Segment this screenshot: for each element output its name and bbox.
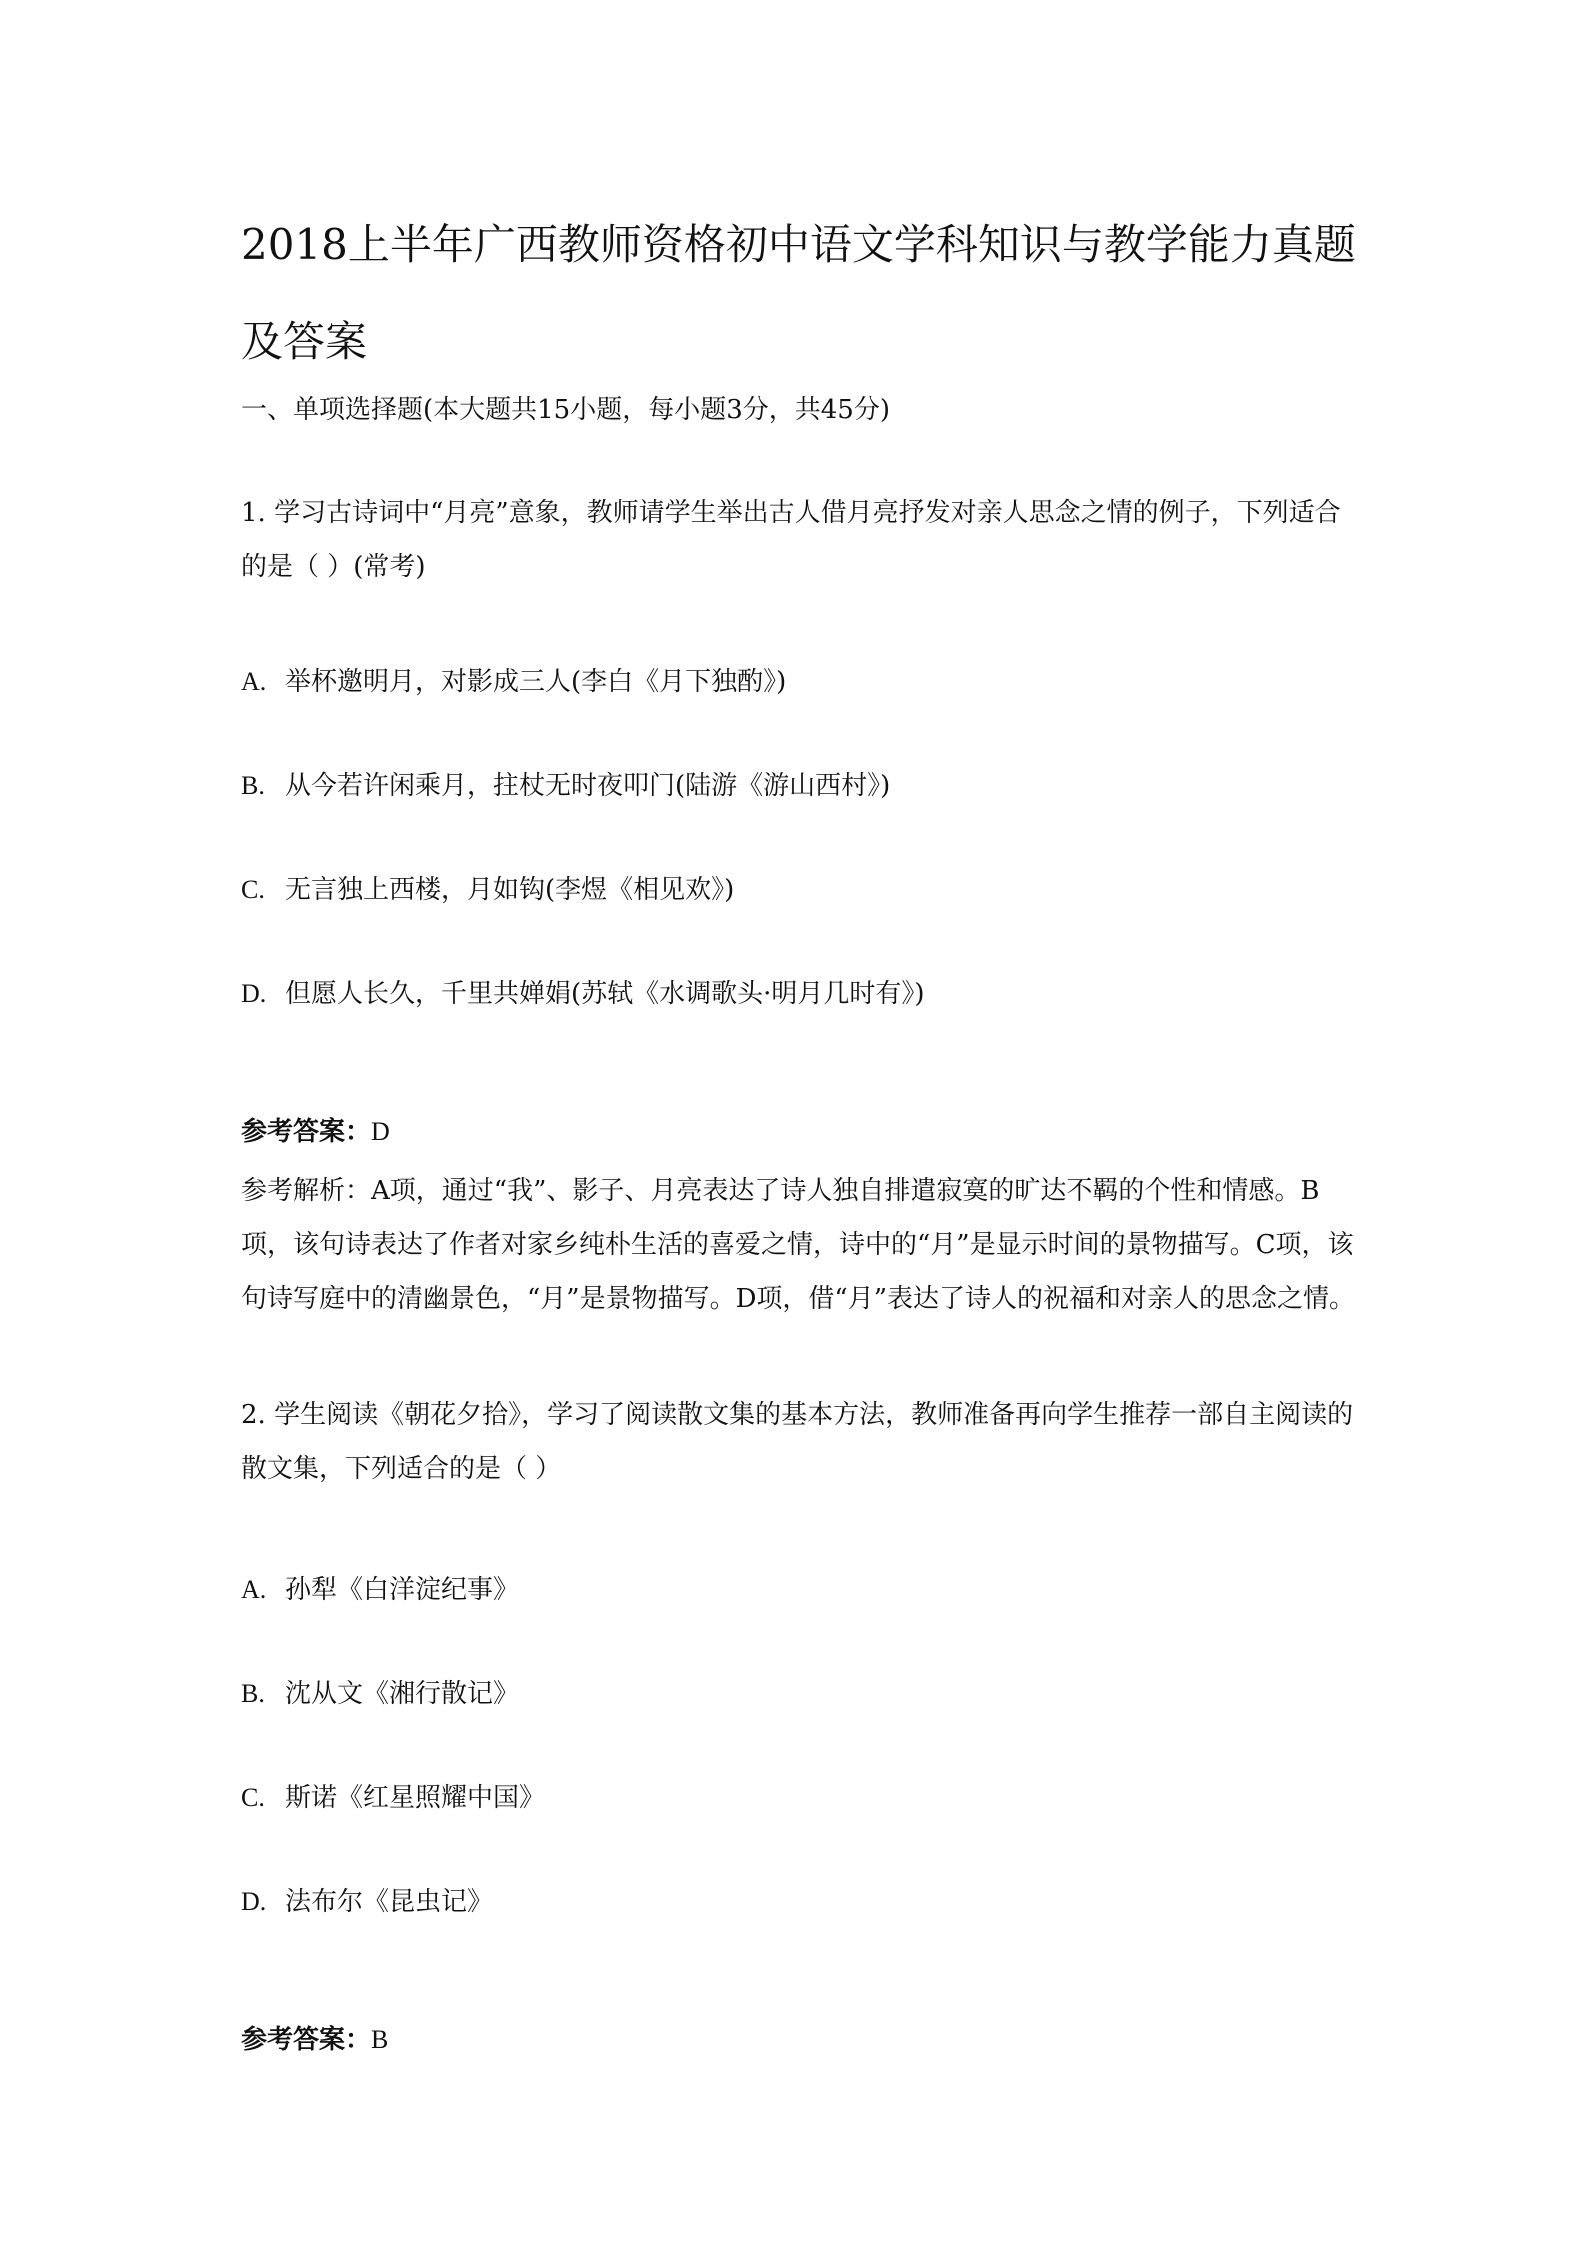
question-1-analysis: 参考解析：A项，通过“我”、影子、月亮表达了诗人独自排遣寂寞的旷达不羁的个性和情感。B项，该句诗表达了作者对家乡纯朴生活的喜爱之情，诗中的“月”是显示时间的景物描写。C项，该句诗写庭中的清幽景色，“月”是景物描写。D项，借“月”表达了诗人的祝福和对亲人的思念之情。 bbox=[241, 1176, 1356, 1314]
option-letter: B. bbox=[241, 1679, 265, 1708]
option-letter: C. bbox=[241, 875, 265, 904]
question-2-option-b bbox=[241, 1676, 519, 1712]
option-text: 但愿人长久，千里共婵娟(苏轼《水调歌头·明月几时有》) bbox=[285, 979, 925, 1009]
answer-value: B bbox=[371, 2025, 389, 2054]
question-1-answer bbox=[241, 1114, 390, 1150]
answer-label: 参考答案： bbox=[241, 1117, 372, 1147]
question-2-option-a bbox=[241, 1572, 519, 1608]
document-title: 2018上半年广西教师资格初中语文学科知识与教学能力真题及答案 bbox=[241, 220, 1356, 366]
option-text: 法布尔《昆虫记》 bbox=[285, 1887, 494, 1917]
option-text: 孙犁《白洋淀纪事》 bbox=[285, 1575, 520, 1605]
option-letter: B. bbox=[241, 771, 265, 800]
question-2-answer bbox=[241, 2022, 388, 2058]
option-letter: D. bbox=[241, 1887, 267, 1916]
option-text: 从今若许闲乘月，拄杖无时夜叩门(陆游《游山西村》) bbox=[285, 771, 891, 801]
answer-value: D bbox=[371, 1117, 390, 1146]
question-1-stem: 1. 学习古诗词中“月亮”意象，教师请学生举出古人借月亮抒发对亲人思念之情的例子，下列适合的是（ ）(常考) bbox=[241, 498, 1341, 582]
option-text: 沈从文《湘行散记》 bbox=[285, 1679, 520, 1709]
option-text: 无言独上西楼，月如钩(李煜《相见欢》) bbox=[285, 875, 735, 905]
question-1-option-b bbox=[241, 768, 890, 804]
answer-label: 参考答案： bbox=[241, 2025, 372, 2055]
question-2-stem: 2. 学生阅读《朝花夕拾》，学习了阅读散文集的基本方法，教师准备再向学生推荐一部自主阅读的散文集，下列适合的是（ ） bbox=[241, 1400, 1354, 1484]
option-letter: C. bbox=[241, 1783, 265, 1812]
option-text: 斯诺《红星照耀中国》 bbox=[285, 1783, 546, 1813]
question-1-option-a bbox=[241, 664, 786, 700]
option-text: 举杯邀明月，对影成三人(李白《月下独酌》) bbox=[285, 667, 787, 697]
option-letter: D. bbox=[241, 979, 267, 1008]
question-2-option-c bbox=[241, 1780, 545, 1816]
question-1-option-d bbox=[241, 976, 925, 1012]
question-2-option-d bbox=[241, 1884, 493, 1920]
option-letter: A. bbox=[241, 667, 267, 696]
section-heading: 一、单项选择题(本大题共15小题，每小题3分，共45分) bbox=[241, 395, 890, 425]
question-1-option-c bbox=[241, 872, 734, 908]
option-letter: A. bbox=[241, 1575, 267, 1604]
